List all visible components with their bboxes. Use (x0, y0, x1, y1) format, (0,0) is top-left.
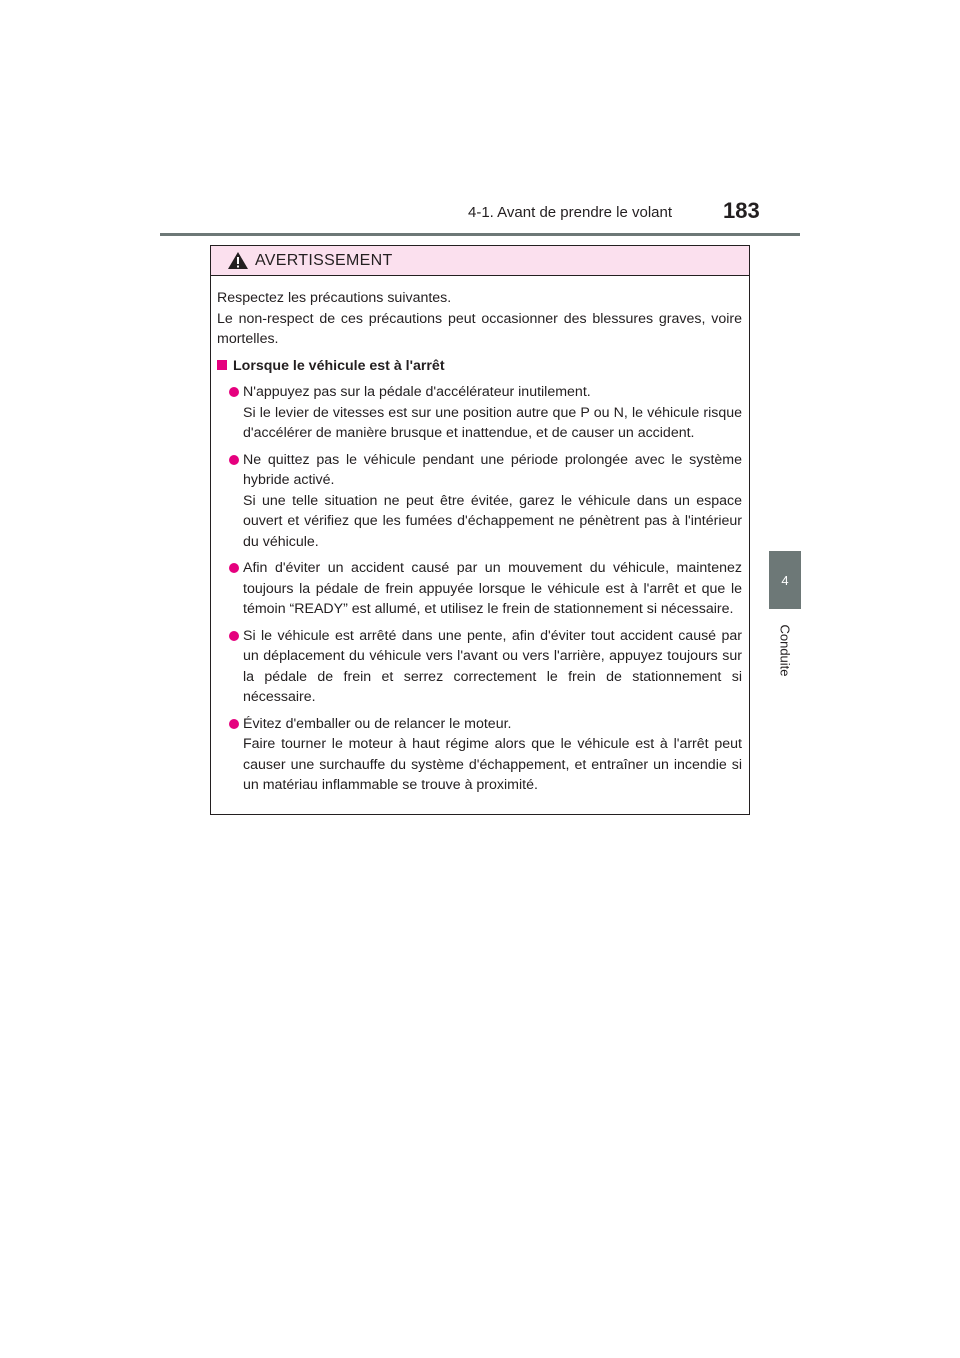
warning-title: AVERTISSEMENT (255, 251, 393, 269)
section-heading-text: Lorsque le véhicule est à l'arrêt (233, 357, 445, 374)
list-item (217, 558, 742, 620)
header-rule (160, 233, 800, 236)
list-item-line: Ne quittez pas le véhicule pendant une période prolongée avec le système hybride activé. (243, 451, 742, 488)
section-heading (217, 356, 742, 377)
list-item (217, 382, 742, 444)
chapter-label (762, 615, 808, 685)
list-item (217, 714, 742, 796)
round-bullet-icon (229, 387, 239, 397)
chapter-number: 4 (781, 572, 789, 588)
intro-line: Le non-respect de ces précautions peut occasionner des blessures graves, voire mortelles. (217, 310, 742, 347)
list-item (217, 626, 742, 708)
list-item-line: Si une telle situation ne peut être évitée, garez le véhicule dans un espace ouvert et vérifiez que les fumées d'échappement ne pénètrent pas à l'intérieur du véhicule. (243, 492, 742, 550)
round-bullet-icon (229, 563, 239, 573)
chapter-label-text: Conduite (777, 623, 793, 677)
list-item (217, 450, 742, 553)
warning-header (211, 246, 749, 276)
list-item-line: Si le levier de vitesses est sur une position autre que P ou N, le véhicule risque d'accélérer de manière brusque et inattendue, et de causer un accident. (243, 404, 742, 441)
list-item-line: Si le véhicule est arrêté dans une pente, afin d'éviter tout accident causé par un déplacement du véhicule vers l'avant ou vers l'arrière, appuyez toujours sur la pédale de frein et serrez correctement le frein de stationnement si nécessaire. (243, 627, 742, 705)
list-item-line: Évitez d'emballer ou de relancer le moteur. (243, 715, 512, 732)
round-bullet-icon (229, 631, 239, 641)
chapter-tab (769, 551, 801, 609)
square-bullet-icon (217, 360, 227, 370)
header-section-title: 4-1. Avant de prendre le volant (468, 204, 673, 221)
round-bullet-icon (229, 719, 239, 729)
warning-triangle-icon (227, 251, 249, 270)
intro-line: Respectez les précautions suivantes. (217, 290, 452, 306)
list-item-line: N'appuyez pas sur la pédale d'accélérateur inutilement. (243, 384, 591, 400)
list-item-line: Afin d'éviter un accident causé par un mouvement du véhicule, maintenez toujours la pédale de frein appuyée lorsque le véhicule est à l'arrêt et que le témoin “READY” est allumé, et utilisez le frein de stationnement si nécessaire. (243, 560, 742, 617)
warning-body (211, 276, 749, 796)
page-number: 183 (723, 198, 760, 223)
list-item-line: Faire tourner le moteur à haut régime alors que le véhicule est à l'arrêt peut causer une surchauffe du système d'échappement, et entraîner un incendie si un matériau inflammable se trouve à proximité. (243, 736, 742, 793)
warning-box (210, 245, 750, 815)
round-bullet-icon (229, 455, 239, 465)
